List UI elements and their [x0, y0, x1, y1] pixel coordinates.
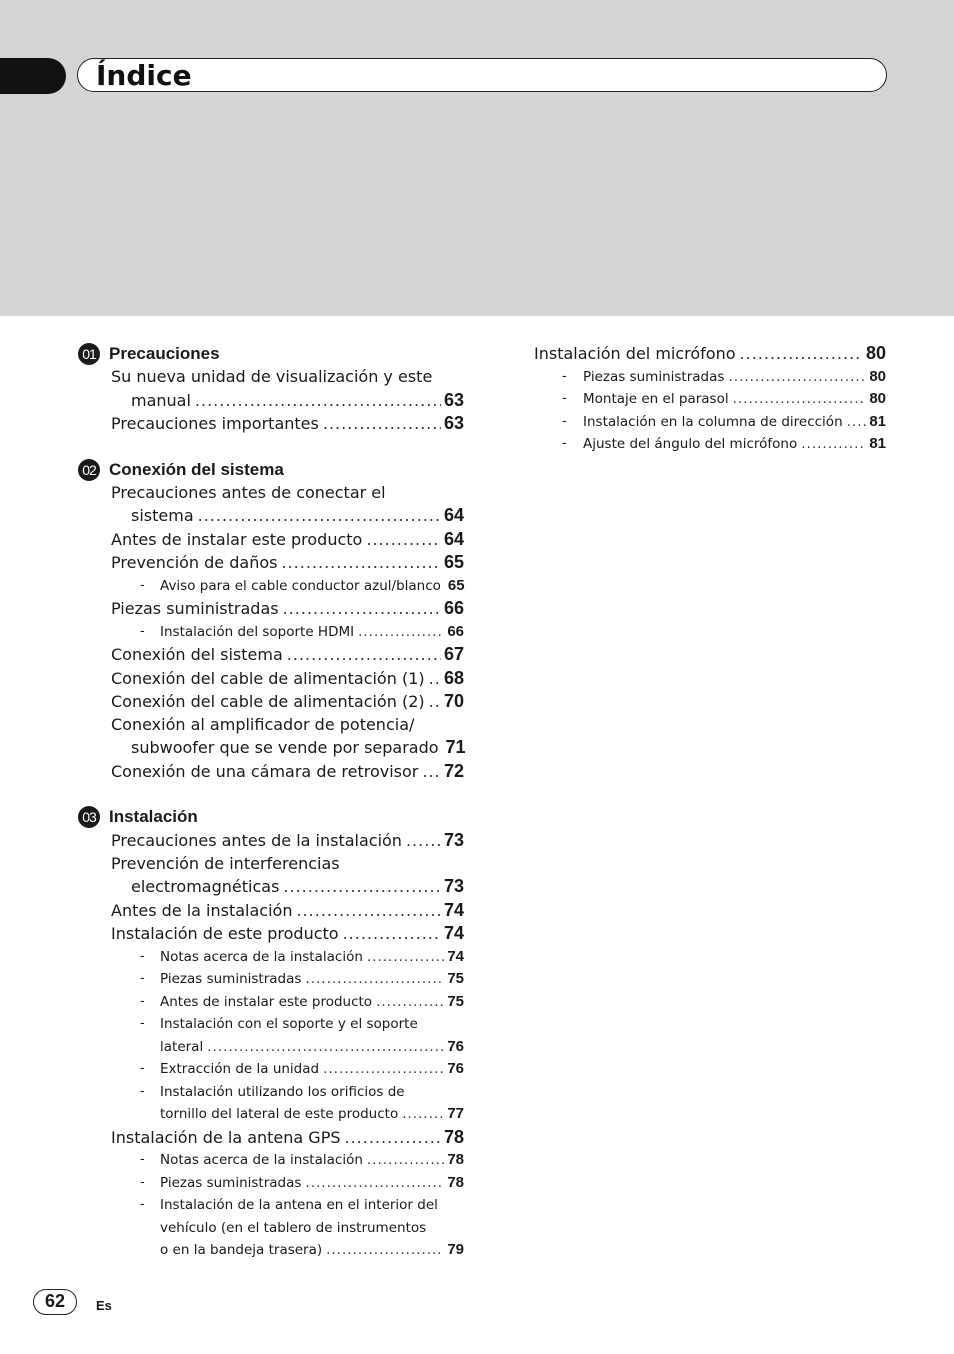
sub-marker: - [562, 413, 567, 429]
toc-entry[interactable] [78, 760, 464, 784]
sub-marker: - [140, 1061, 145, 1076]
toc-entry[interactable] [78, 551, 464, 575]
section-number-badge: 02 [78, 459, 100, 481]
toc-leader-row [111, 667, 464, 691]
sub-marker: - [140, 1152, 145, 1167]
section-spacer [78, 436, 464, 458]
toc-entry-label: Instalación del soporte HDMI [160, 623, 355, 640]
toc-leader-row [111, 551, 464, 575]
toc-subentry-line[interactable] [78, 1013, 464, 1036]
toc-leader-row [160, 1036, 464, 1059]
toc-subentry-line[interactable] [78, 1081, 464, 1104]
toc-entry-label: Conexión del cable de alimentación (1) [111, 668, 425, 688]
toc-entry-label: Conexión de una cámara de retrovisor [111, 761, 419, 781]
toc-leader-row [131, 389, 464, 413]
section-number-badge: 01 [78, 343, 100, 365]
toc-page-number[interactable]: 77 [447, 1105, 464, 1122]
toc-entry[interactable] [78, 412, 464, 436]
toc-subentry[interactable] [78, 1103, 464, 1126]
dot-leader [343, 923, 441, 946]
toc-leader-row [111, 829, 464, 853]
toc-page-number[interactable]: 63 [443, 389, 464, 410]
toc-leader-row [111, 528, 464, 552]
toc-page-number[interactable]: 75 [447, 970, 464, 987]
dot-leader [429, 691, 441, 714]
toc-right-column [534, 342, 886, 456]
toc-leader-row [111, 1126, 464, 1150]
page-number: 62 [33, 1289, 77, 1315]
toc-leader-row [111, 643, 464, 667]
section-heading[interactable] [78, 458, 464, 482]
toc-page-number[interactable]: 66 [447, 622, 464, 640]
page-title: Índice [96, 59, 192, 92]
toc-page-number[interactable]: 65 [443, 552, 464, 572]
dot-leader [847, 411, 867, 434]
toc-subentry-line[interactable] [78, 1217, 464, 1240]
toc-section [78, 342, 464, 436]
toc-entry-label: o en la bandeja trasera) [160, 1242, 323, 1258]
toc-entry-label: Instalación de este producto [111, 924, 339, 943]
dot-leader [740, 343, 863, 366]
toc-entry-label: Instalación del micrófono [534, 344, 736, 363]
toc-subentry[interactable] [78, 1149, 464, 1172]
toc-left-column [78, 342, 464, 1262]
toc-page-number[interactable]: 78 [443, 1126, 464, 1147]
toc-page-number[interactable]: 74 [443, 899, 464, 920]
toc-page-number[interactable]: 72 [443, 760, 464, 781]
dot-leader [207, 1036, 444, 1059]
toc-subentry[interactable] [78, 621, 464, 644]
toc-entry-label: Prevención de daños [111, 553, 278, 572]
toc-section [78, 805, 464, 1262]
toc-leader-row [111, 899, 464, 923]
toc-leader-row [111, 412, 464, 436]
dot-leader [195, 390, 441, 413]
toc-page-number[interactable]: 63 [443, 413, 464, 433]
toc-entry-label: Montaje en el parasol [583, 391, 729, 407]
sub-marker: - [562, 391, 567, 406]
toc-entry-label: subwoofer que se vende por separado [131, 738, 439, 757]
toc-page-number[interactable]: 73 [443, 876, 464, 896]
toc-page-number[interactable]: 78 [447, 1151, 464, 1168]
dot-leader [422, 761, 441, 784]
toc-section [78, 458, 464, 784]
toc-entry-label: Piezas suministradas [160, 971, 302, 987]
toc-entry[interactable] [78, 922, 464, 946]
dot-leader [367, 1149, 444, 1172]
toc-entry-label: Piezas suministradas [111, 599, 279, 618]
toc-subentry[interactable] [78, 1036, 464, 1059]
toc-entry-label: vehículo (en el tablero de instrumentos [160, 1219, 427, 1236]
toc-entry-label: Piezas suministradas [160, 1174, 302, 1191]
toc-page-number[interactable]: 80 [865, 343, 886, 363]
dot-leader [728, 366, 866, 389]
toc-page-number[interactable]: 76 [447, 1037, 464, 1055]
toc-entry-label: electromagnéticas [131, 877, 280, 896]
dot-leader [305, 968, 444, 991]
toc-page-number[interactable]: 74 [447, 947, 464, 965]
sub-marker: - [562, 368, 567, 384]
toc-leader-row [583, 388, 886, 411]
dot-leader [281, 552, 441, 575]
toc-entry-label: Instalación en la columna de dirección [583, 413, 843, 430]
toc-entry-label: Conexión del cable de alimentación (2) [111, 692, 425, 711]
section-title: Instalación [109, 807, 198, 826]
dot-leader [345, 1127, 441, 1150]
toc-leader-row [160, 575, 464, 598]
toc-leader-row [131, 504, 464, 528]
toc-entry[interactable] [534, 342, 886, 366]
toc-leader-row [160, 991, 464, 1014]
toc-entry-label: Piezas suministradas [583, 368, 725, 385]
toc-page-number[interactable]: 64 [443, 528, 464, 549]
toc-subentry[interactable] [534, 433, 886, 456]
section-title: Precauciones [109, 344, 220, 363]
toc-entry-label: manual [131, 390, 191, 410]
dot-leader [376, 991, 444, 1014]
dot-leader [429, 668, 441, 691]
toc-entry-label: tornillo del lateral de este producto [160, 1106, 399, 1122]
toc-entry-line[interactable] [78, 482, 464, 505]
dot-leader [296, 900, 441, 923]
toc-entry[interactable] [78, 736, 464, 760]
toc-leader-row [534, 342, 886, 366]
sub-marker: - [140, 993, 145, 1009]
toc-page-number[interactable]: 80 [869, 367, 886, 385]
toc-subentry[interactable] [78, 991, 464, 1014]
toc-entry-label: Precauciones antes de conectar el [111, 482, 386, 502]
toc-entry-label: Prevención de interferencias [111, 853, 340, 873]
toc-subentry-line[interactable] [78, 1194, 464, 1217]
dot-leader [358, 621, 444, 644]
toc-subentry[interactable] [78, 1058, 464, 1081]
sub-marker: - [562, 436, 567, 451]
dot-leader [402, 1103, 444, 1126]
toc-leader-row [160, 1239, 464, 1262]
section-heading[interactable] [78, 805, 464, 829]
dot-leader [198, 505, 441, 528]
toc-page-number[interactable]: 64 [443, 505, 464, 525]
section-title: Conexión del sistema [109, 459, 284, 479]
toc-subentry[interactable] [534, 411, 886, 434]
toc-page-number[interactable]: 65 [447, 576, 465, 594]
toc-subentry[interactable] [78, 575, 464, 598]
dot-leader [323, 413, 441, 436]
toc-entry-label: Instalación con el soporte y el soporte [160, 1016, 418, 1032]
toc-leader-row [131, 736, 464, 760]
dot-leader [406, 830, 441, 853]
sub-marker: - [140, 1197, 145, 1212]
header-tab [0, 58, 66, 94]
toc-entry-label: Conexión del sistema [111, 645, 283, 664]
toc-entry-label: Aviso para el cable conductor azul/blanco [160, 577, 441, 594]
toc-subentry[interactable] [78, 1172, 464, 1195]
toc-page-number[interactable]: 76 [447, 1060, 464, 1077]
toc-page-number[interactable]: 78 [447, 1173, 464, 1191]
toc-entry-label: Su nueva unidad de visualización y este [111, 367, 433, 386]
section-number-badge: 03 [78, 806, 100, 828]
sub-marker: - [140, 623, 145, 639]
toc-entry-label: Antes de instalar este producto [160, 993, 373, 1010]
toc-page-number[interactable]: 80 [869, 390, 886, 407]
toc-leader-row [160, 1103, 464, 1126]
toc-entry[interactable] [78, 643, 464, 667]
toc-entry[interactable] [78, 597, 464, 621]
dot-leader [801, 433, 866, 456]
sub-marker: - [140, 1174, 145, 1190]
toc-entry-line[interactable] [78, 714, 464, 737]
toc-leader-row [160, 1058, 464, 1081]
section-heading[interactable] [78, 342, 464, 366]
toc-entry-label: Notas acerca de la instalación [160, 948, 363, 965]
toc-entry-label: Antes de la instalación [111, 900, 293, 920]
toc-entry-label: Ajuste del ángulo del micrófono [583, 436, 798, 452]
toc-subentry[interactable] [78, 968, 464, 991]
sub-marker: - [140, 1083, 145, 1099]
toc-entry[interactable] [78, 504, 464, 528]
toc-entry-label: lateral [160, 1038, 204, 1055]
toc-page-number[interactable]: 70 [443, 691, 464, 711]
section-spacer [78, 783, 464, 805]
title-frame [77, 58, 887, 92]
toc-entry-line[interactable] [78, 366, 464, 389]
toc-page-number[interactable]: 67 [443, 644, 464, 664]
dot-leader [287, 644, 441, 667]
toc-leader-row [583, 366, 886, 389]
toc-leader-row [160, 968, 464, 991]
toc-leader-row [111, 760, 464, 784]
toc-entry[interactable] [78, 667, 464, 691]
sub-marker: - [140, 971, 145, 986]
toc-entry[interactable] [78, 899, 464, 923]
toc-entry-label: Instalación de la antena en el interior del [160, 1197, 438, 1213]
toc-entry-label: Conexión al amplificador de potencia/ [111, 714, 415, 734]
toc-page-number[interactable]: 71 [445, 737, 466, 757]
toc-entry-label: Instalación utilizando los orificios de [160, 1083, 405, 1100]
toc-subentry[interactable] [534, 388, 886, 411]
toc-entry-label: Precauciones antes de la instalación [111, 831, 402, 850]
toc-page-number[interactable]: 68 [443, 667, 464, 688]
toc-entry-label: sistema [131, 506, 194, 525]
toc-leader-row [160, 946, 464, 969]
toc-entry-label: Antes de instalar este producto [111, 529, 363, 549]
dot-leader [326, 1239, 444, 1262]
toc-entry-label: Instalación de la antena GPS [111, 1127, 341, 1147]
toc-entry[interactable] [78, 690, 464, 714]
toc-entry-line[interactable] [78, 853, 464, 876]
sub-marker: - [140, 1016, 145, 1031]
toc-entry[interactable] [78, 1126, 464, 1150]
toc-subentry[interactable] [534, 366, 886, 389]
toc-entry[interactable] [78, 829, 464, 853]
toc-entry-label: Extracción de la unidad [160, 1061, 320, 1077]
toc-leader-row [111, 690, 464, 714]
toc-entry[interactable] [78, 389, 464, 413]
dot-leader [323, 1058, 444, 1081]
toc-leader-row [111, 597, 464, 621]
toc-leader-row [160, 1149, 464, 1172]
sub-marker: - [140, 577, 145, 593]
toc-leader-row [160, 621, 464, 644]
toc-entry[interactable] [78, 875, 464, 899]
dot-leader [283, 598, 441, 621]
toc-leader-row [583, 433, 886, 456]
toc-subentry[interactable] [78, 946, 464, 969]
dot-leader [733, 388, 867, 411]
toc-entry-label: Precauciones importantes [111, 414, 319, 433]
toc-subentry[interactable] [78, 1239, 464, 1262]
toc-page-number[interactable]: 73 [443, 830, 464, 850]
sub-marker: - [140, 948, 145, 964]
toc-leader-row [131, 875, 464, 899]
toc-page-number[interactable]: 81 [869, 412, 886, 430]
toc-leader-row [111, 922, 464, 946]
toc-leader-row [160, 1172, 464, 1195]
toc-page-number[interactable]: 66 [443, 598, 464, 618]
toc-page-number[interactable]: 74 [443, 923, 464, 943]
dot-leader [367, 946, 444, 969]
dot-leader [366, 529, 441, 552]
toc-page-number[interactable]: 79 [447, 1241, 464, 1258]
language-label: Es [96, 1298, 112, 1313]
toc-page-number[interactable]: 81 [869, 435, 886, 452]
toc-entry[interactable] [78, 528, 464, 552]
toc-page-number[interactable]: 75 [447, 992, 464, 1010]
toc-entry-label: Notas acerca de la instalación [160, 1152, 363, 1168]
toc-leader-row [583, 411, 886, 434]
dot-leader [305, 1172, 444, 1195]
header-band [0, 0, 954, 316]
dot-leader [283, 876, 441, 899]
